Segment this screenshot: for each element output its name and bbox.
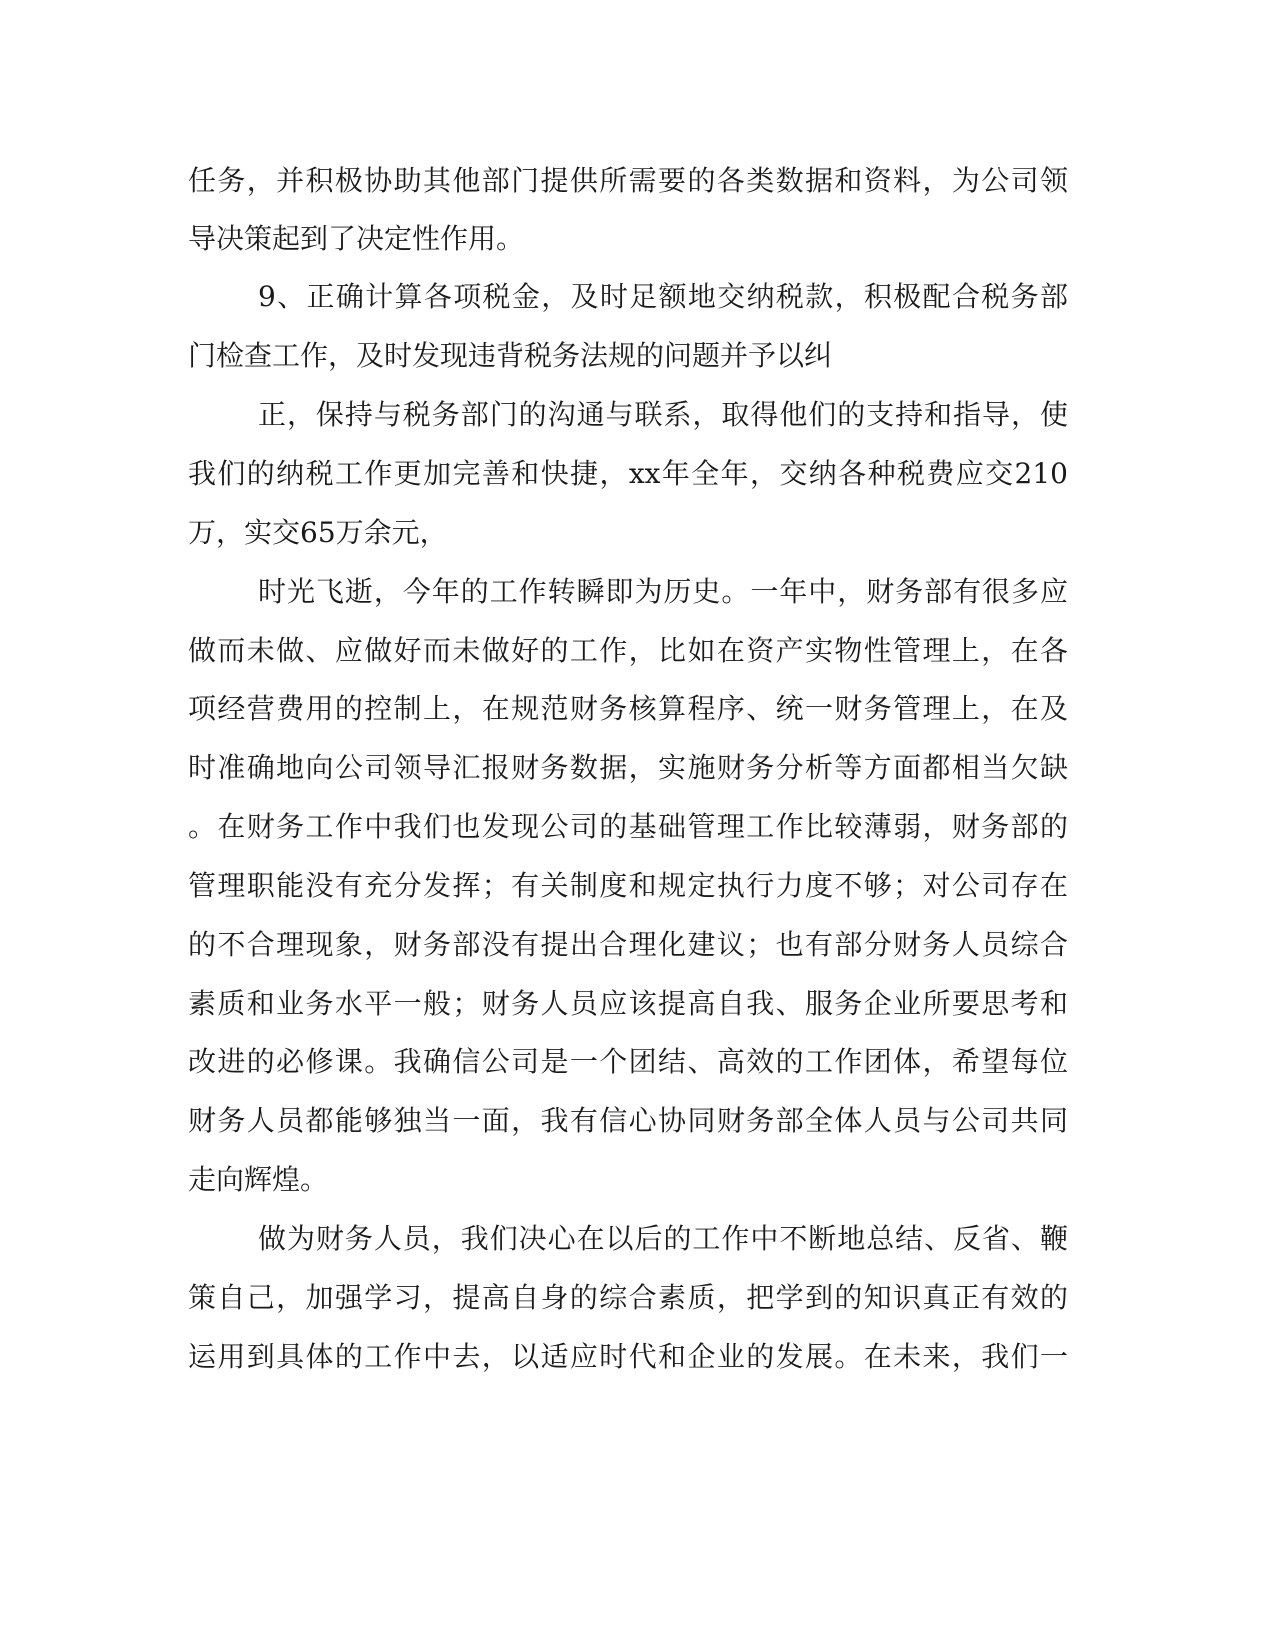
text-line: 财务人员都能够独当一面，我有信心协同财务部全体人员与公司共同 [188, 1104, 1068, 1137]
text-line: 。在财务工作中我们也发现公司的基础管理工作比较薄弱，财务部的 [188, 810, 1068, 843]
text-line: 素质和业务水平一般；财务人员应该提高自我、服务企业所要思考和 [188, 987, 1068, 1020]
text-line: 万，实交65万余元， [188, 516, 448, 549]
paragraph-start-line: 做为财务人员，我们决心在以后的工作中不断地总结、反省、鞭 [258, 1222, 1068, 1255]
text-line: 门检查工作，及时发现违背税务法规的问题并予以纠 [188, 339, 833, 372]
text-line: 策自己，加强学习，提高自身的综合素质，把学到的知识真正有效的 [188, 1281, 1068, 1314]
text-line: 任务，并积极协助其他部门提供所需要的各类数据和资料，为公司领 [188, 164, 1068, 197]
text-line: 做而未做、应做好而未做好的工作，比如在资产实物性管理上，在各 [188, 634, 1068, 667]
text-line: 时准确地向公司领导汇报财务数据，实施财务分析等方面都相当欠缺 [188, 751, 1068, 784]
paragraph-start-line: 时光飞逝，今年的工作转瞬即为历史。一年中，财务部有很多应 [258, 575, 1068, 608]
text-line: 管理职能没有充分发挥；有关制度和规定执行力度不够；对公司存在 [188, 869, 1068, 902]
text-line: 的不合理现象，财务部没有提出合理化建议；也有部分财务人员综合 [188, 928, 1068, 961]
paragraph-start-line: 9、正确计算各项税金，及时足额地交纳税款，积极配合税务部 [258, 280, 1068, 313]
text-line: 项经营费用的控制上，在规范财务核算程序、统一财务管理上，在及 [188, 692, 1068, 725]
text-line: 运用到具体的工作中去，以适应时代和企业的发展。在未来，我们一 [188, 1340, 1068, 1373]
text-line: 改进的必修课。我确信公司是一个团结、高效的工作团体，希望每位 [188, 1045, 1068, 1078]
text-line: 我们的纳税工作更加完善和快捷，xx年全年，交纳各种税费应交210 [188, 457, 1068, 490]
paragraph-start-line: 正，保持与税务部门的沟通与联系，取得他们的支持和指导，使 [258, 398, 1068, 431]
text-line: 导决策起到了决定性作用。 [188, 222, 525, 255]
text-line: 走向辉煌。 [188, 1163, 329, 1196]
